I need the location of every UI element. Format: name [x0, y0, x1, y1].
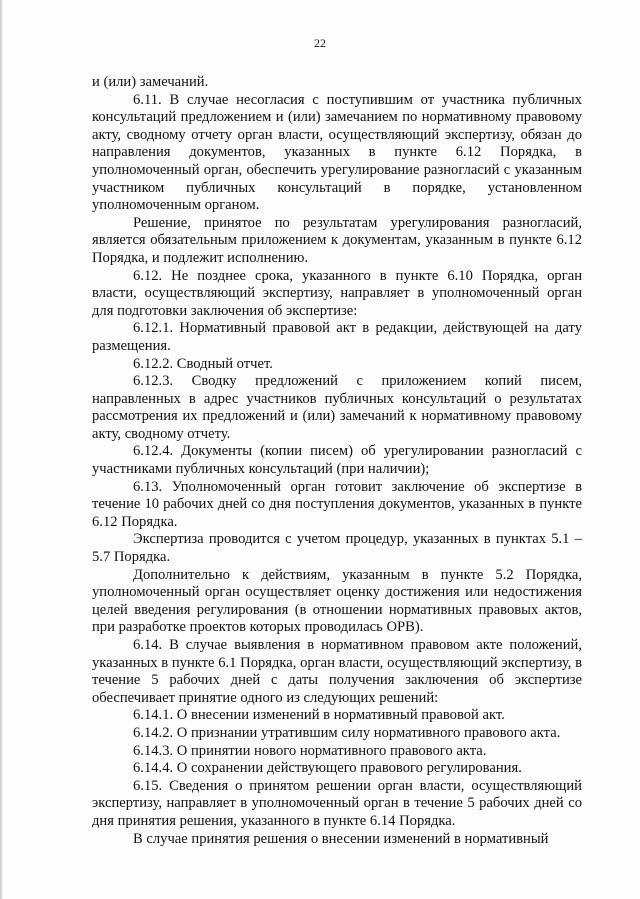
paragraph: Дополнительно к действиям, указанным в пункте 5.2 Порядка, уполномоченный орган осуществляет оценку достижения или недостижения целей введения регулирования (в отношении нормативных правовых актов, при разработке проектов которых проводилась ОРВ). — [92, 566, 582, 636]
scan-edge-shadow — [0, 0, 3, 899]
document-body — [92, 74, 582, 848]
paragraph: 6.14.2. О признании утратившим силу нормативного правового акта. — [133, 724, 561, 741]
paragraph: 6.13. Уполномоченный орган готовит заключение об экспертизе в течение 10 рабочих дней со дня поступления документов, указанных в пункте 6.12 Порядка. — [92, 478, 582, 530]
paragraph: 6.12.2. Сводный отчет. — [133, 355, 273, 372]
paragraph: 6.14.1. О внесении изменений в нормативный правовой акт. — [133, 707, 505, 724]
paragraph: Экспертиза проводится с учетом процедур, указанных в пунктах 5.1 – 5.7 Порядка. — [92, 531, 582, 566]
paragraph: 6.14.3. О принятии нового нормативного правового акта. — [133, 742, 487, 759]
page-number: 22 — [314, 36, 326, 50]
paragraph: 6.12. Не позднее срока, указанного в пункте 6.10 Порядка, орган власти, осуществляющий экспертизу, направляет в уполномоченный орган для подготовки заключения об экспертизе: — [92, 267, 582, 319]
paragraph: 6.11. В случае несогласия с поступившим от участника публичных консультаций предложением и (или) замечанием по нормативному правовому акту, сводному отчету орган власти, осуществляющий экспертизу, обязан до направления документов, указанных в пункте 6.12 Порядка, в уполномоченный орган, обеспечить урегулирование разногласий с указанным участником публичных консультаций в порядке, установленном уполномоченным органом. — [92, 91, 582, 214]
paragraph: 6.12.3. Сводку предложений с приложением копий писем, направленных в адрес участников публичных консультаций о результатах рассмотрения их предложений и (или) замечаний к нормативному правовому акту, сводному отчету. — [92, 373, 582, 442]
paragraph: 6.12.4. Документы (копии писем) об урегулировании разногласий с участниками публичных консультаций (при наличии); — [92, 443, 582, 478]
paragraph: 6.14. В случае выявления в нормативном правовом акте положений, указанных в пункте 6.1 Порядка, орган власти, осуществляющий экспертизу, в течение 5 рабочих дней с даты получения заключения об экспертизе обеспечивает принятие одного из следующих решений: — [92, 637, 582, 706]
paragraph: В случае принятия решения о внесении изменений в нормативный — [133, 830, 549, 847]
paragraph: 6.15. Сведения о принятом решении орган власти, осуществляющий экспертизу, направляет в уполномоченный орган в течение 5 рабочих дней со дня принятия решения, указанного в пункте 6.14 Порядка. — [92, 777, 582, 829]
paragraph: Решение, принятое по результатам урегулирования разногласий, является обязательным приложением к документам, указанным в пункте 6.12 Порядка, и подлежит исполнению. — [92, 214, 582, 266]
paragraph: 6.12.1. Нормативный правовой акт в редакции, действующей на дату размещения. — [92, 320, 582, 354]
paragraph: и (или) замечаний. — [92, 74, 209, 90]
paragraph: 6.14.4. О сохранении действующего правового регулирования. — [133, 760, 522, 777]
